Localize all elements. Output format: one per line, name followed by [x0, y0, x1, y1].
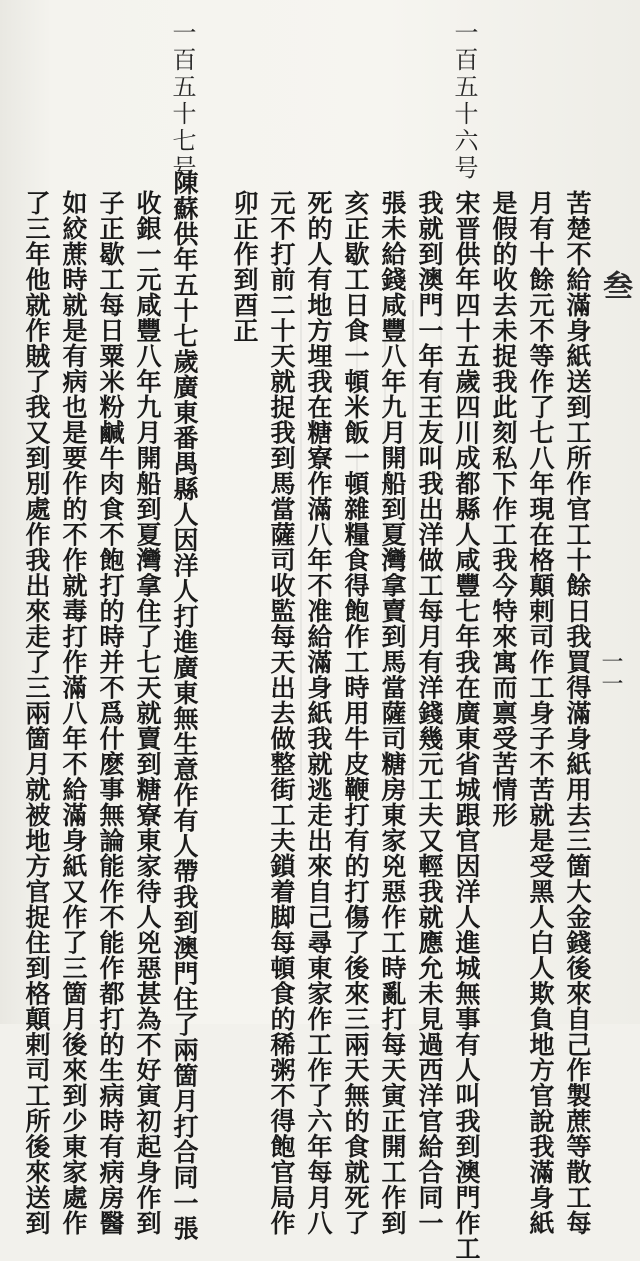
text-column-5: 我就到澳門一年有王友叫我出洋做工每月有洋錢幾元工夫又輕我就應允未見過西洋官給合同一 — [415, 190, 444, 1236]
text-column-9: 元不打前二十天就捉我到馬當薩司收監每天出去做整街工夫鎖着脚每頓食的稀粥不得飽官局作 — [267, 190, 296, 1236]
text-column-15: 了三年他就作賊了我又到別處作我出來走了三兩箇月就被地方官捉住到格顛剌司工所後來送到 — [22, 190, 51, 1236]
text-column-4: 宋晋供年四十五歲四川成都縣人咸豐七年我在廣東省城跟官因洋人進城無事有人叫我到澳門作工 — [452, 190, 481, 1261]
text-column-6: 張未給錢咸豐八年九月開船到夏灣拿賣到馬當薩司糖房東家兇惡作工時亂打每天寅正開工作到 — [378, 190, 407, 1236]
text-column-14: 如絞蔗時就是有病也是要作的不作就毒打作滿八年不給滿身紙又作了三箇月後來到少東家處作 — [59, 190, 88, 1236]
text-column-1: 苦楚不給滿身紙送到工所作官工十餘日我買得滿身紙用去三箇大金錢後來自己作製蔗等散工每 — [563, 190, 592, 1236]
record-label-156: 一百五十六号 — [450, 20, 478, 182]
record-label-157: 一百五十七号 — [168, 20, 196, 182]
text-column-11: 陳蘇供年五十七歲廣東番禺縣人因洋人打進廣東無生意作有人帶我到澳門住了兩箇月打合同一張 — [170, 170, 199, 1241]
text-column-13: 子正歇工每日粟米粉鹹牛肉食不飽打的時并不爲什麽事無論能作不能作都打的生病時有病房醫 — [96, 190, 125, 1236]
corner-mark: 叁 — [597, 270, 632, 300]
text-column-7: 亥正歇工日食一頓米飯一頓雜糧食得飽作工時用牛皮鞭打有的打傷了後來三兩天無的食就死了 — [341, 190, 370, 1236]
text-column-2: 月有十餘元不等作了七八年現在格顛剌司作工身子不苦就是受黑人白人欺負地方官說我滿身紙 — [526, 190, 555, 1236]
text-column-8: 死的人有地方埋我在糖寮作滿八年不准給滿身紙我就逃走出來自己尋東家作工作了六年每月八 — [304, 190, 333, 1236]
text-column-10: 卯正作到酉正 — [230, 190, 259, 343]
text-column-3: 是假的收去未捉我此刻私下作工我今特來寓而禀受苦情形 — [489, 190, 518, 828]
text-column-12: 收銀一元咸豐八年九月開船到夏灣拿住了七天就賣到糖寮東家待人兇惡甚為不好寅初起身作到 — [133, 190, 162, 1236]
page-number: 一一 — [598, 650, 623, 694]
